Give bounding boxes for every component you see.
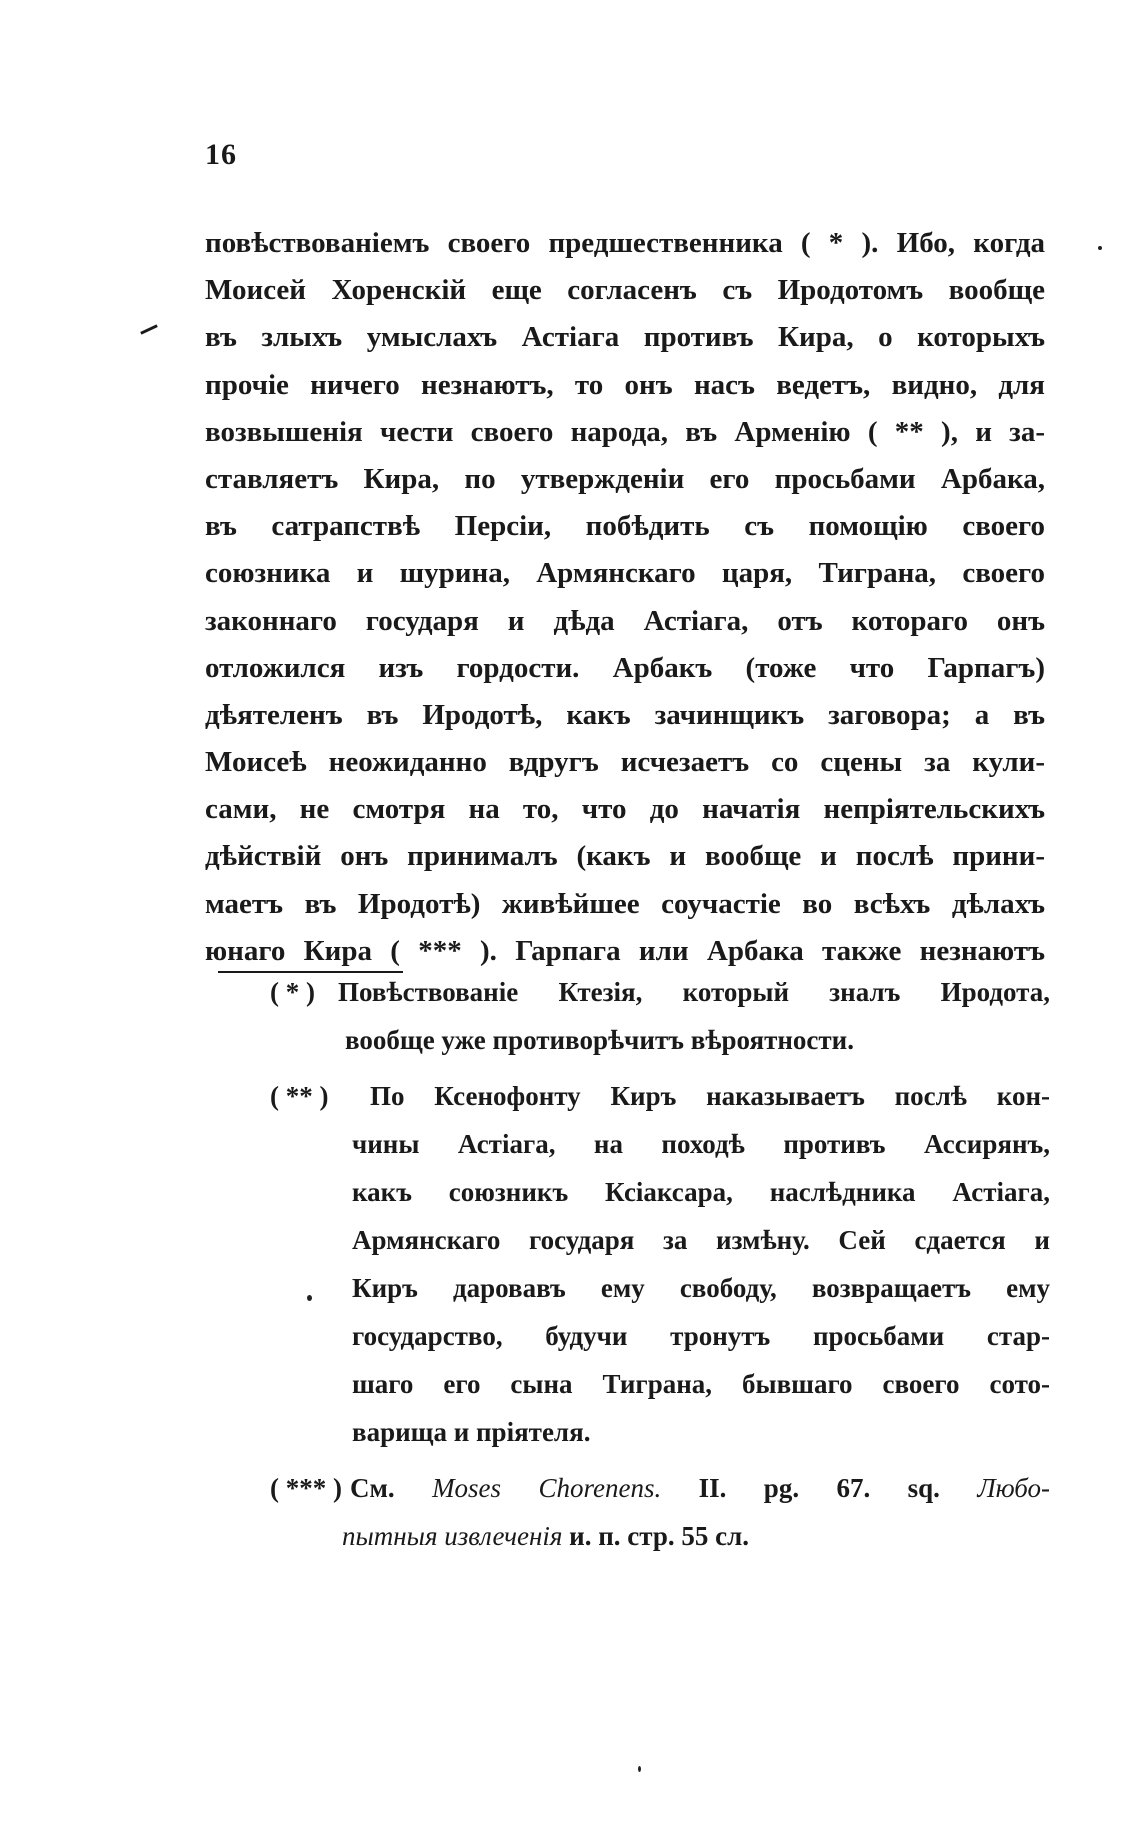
footnote-3: [270, 1464, 1050, 1560]
text-line: въ злыхъ умыслахъ Астіага противъ Кира, о которыхъ: [205, 321, 1045, 354]
footnote-line: шаго его сына Тиграна, бывшаго своего сото-: [352, 1369, 1050, 1399]
footnote-1: [270, 968, 1050, 1064]
footnote-line: вообще уже противорѣчитъ вѣроятности.: [345, 1025, 854, 1055]
footnote-line: чины Астіага, на походѣ противъ Ассирянъ,: [352, 1129, 1050, 1159]
citation-ref: II. pg. 67. sq.: [698, 1473, 940, 1503]
footnote-2: [270, 1072, 1050, 1456]
text-line: ставляетъ Кира, по утвержденіи его просьбами Арбака,: [205, 462, 1045, 495]
text-line: маетъ въ Иродотѣ) живѣйшее соучастіе во всѣхъ дѣлахъ: [205, 887, 1045, 920]
text-line: отложился изъ гордости. Арбакъ (тоже что Гарпагъ): [205, 651, 1045, 684]
citation-ref-2: и. п. стр. 55 сл.: [569, 1521, 749, 1551]
footnote-line: какъ союзникъ Ксіаксара, наслѣдника Астіага,: [352, 1177, 1050, 1207]
citation-title-2: Любо-: [977, 1473, 1051, 1503]
text-line: Моисеѣ неожиданно вдругъ исчезаетъ со сцены за кули-: [205, 746, 1045, 779]
footnote-line: [342, 1512, 1050, 1560]
text-line: повѣствованіемъ своего предшественника ( * ). Ибо, когда: [205, 227, 1045, 259]
text-line: прочіе ничего незнаютъ, то онъ насъ ведетъ, видно, для: [205, 368, 1045, 401]
text-line: Моисей Хоренскій еще согласенъ съ Иродотомъ вообще: [205, 274, 1045, 307]
footnote-line: [350, 1464, 1050, 1512]
print-speck: [307, 1295, 312, 1301]
text-line: законнаго государя и дѣда Астіага, отъ котораго онъ: [205, 604, 1045, 637]
text-line: союзника и шурина, Армянскаго царя, Тиграна, своего: [205, 557, 1045, 590]
footnote-line: государство, будучи тронутъ просьбами стар-: [352, 1321, 1050, 1351]
footnote-mark: ( ** ): [270, 1081, 329, 1111]
print-speck: [1098, 246, 1102, 250]
footnote-mark: ( *** ): [270, 1473, 342, 1503]
footnote-line: Киръ даровавъ ему свободу, возвращаетъ ему: [352, 1273, 1050, 1303]
footnote-line: По Ксенофонту Киръ наказываетъ послѣ кон-: [370, 1081, 1050, 1111]
citation-title: Moses Chorenens.: [432, 1473, 662, 1503]
text-line: дѣятеленъ въ Иродотѣ, какъ зачинщикъ заговора; а въ: [205, 698, 1045, 731]
text-line: сами, не смотря на то, что до начатія непріятельскихъ: [205, 793, 1045, 826]
page-number: 16: [205, 138, 237, 171]
print-speck: [638, 1766, 641, 1772]
text-line: въ сатрапствѣ Персіи, побѣдить съ помощію своего: [205, 510, 1045, 543]
footnote-line: Повѣствованіе Ктезія, который зналъ Иродота,: [338, 977, 1050, 1007]
citation-title-2-cont: пытныя извлеченія: [342, 1521, 563, 1551]
text-line: дѣйствій онъ принималъ (какъ и вообще и послѣ прини-: [205, 840, 1045, 873]
margin-mark: [140, 324, 158, 334]
footnotes: [270, 968, 1050, 1568]
footnote-mark: ( * ): [270, 977, 315, 1007]
citation-abbrev: См.: [350, 1473, 395, 1503]
main-text: [205, 220, 1045, 975]
footnote-line: Армянскаго государя за измѣну. Сей сдается и: [352, 1225, 1050, 1255]
text-line: возвышенія чести своего народа, въ Арменію ( ** ), и за-: [205, 415, 1045, 448]
footnote-line: варища и пріятеля.: [352, 1417, 591, 1447]
text-line: юнаго Кира ( *** ). Гарпага или Арбака также незнаютъ: [205, 934, 1045, 967]
